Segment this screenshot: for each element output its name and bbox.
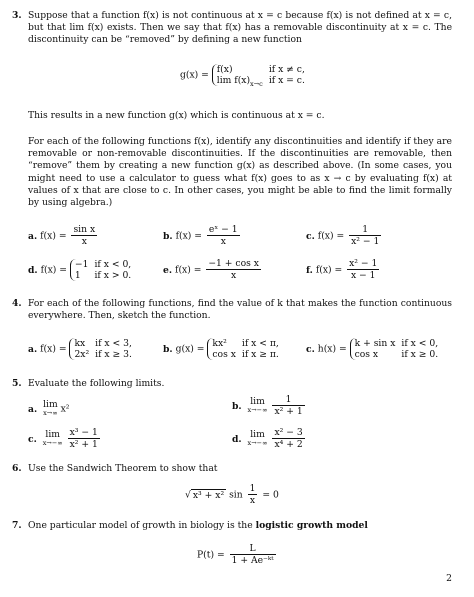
problem-5a: a. lim x→∞ x² bbox=[28, 399, 70, 417]
fraction: $\frac{\text{eˣ − 1}}{x}$ bbox=[208, 224, 238, 247]
fraction: $\frac{\text{−1 + cos x}}{x}$ bbox=[208, 258, 259, 281]
fraction: $\frac{\text{sin x}}{x}$ bbox=[73, 224, 96, 247]
problem-4b: b. g(x) = kx² if x < π, cos x if x ≥ π. bbox=[163, 338, 285, 360]
problem-3b: b. f(x) = $\frac{\text{eˣ − 1}}{x}$ bbox=[163, 224, 238, 247]
g-cases bbox=[212, 64, 311, 86]
problem-3a: a. f(x) = $\frac{\text{sin x}}{x}$ bbox=[28, 224, 96, 247]
problem-3c: c. f(x) = $\frac{1}{\text{x² − 1}}$ bbox=[306, 224, 380, 247]
problem-3-intro bbox=[28, 10, 452, 47]
problem-3-result: This results in a new function g(x) which is continuous at x = c. bbox=[28, 110, 325, 121]
problem-5d: d. lim x→−∞ $\frac{\text{x² − 3}}{\text{x⁴ + 2}}$ bbox=[232, 427, 303, 450]
problem-5c: c. lim x→−∞ $\frac{\text{x³ − 1}}{\text{x² + 1}}$ bbox=[28, 427, 98, 450]
g-definition bbox=[180, 64, 311, 86]
problem-3 bbox=[12, 10, 452, 47]
case1-value: f(x) bbox=[216, 64, 233, 75]
problem-3f: f. f(x) = $\frac{\text{x² − 1}}{x - 1}$ bbox=[306, 258, 378, 281]
problem-3e: e. f(x) = $\frac{\text{−1 + cos x}}{x}$ bbox=[163, 258, 259, 281]
logistic-equation: P(t) = $\frac{L}{\text{1 + Ae⁻ᵏᵗ}}$ bbox=[197, 543, 274, 566]
case2-value: $\lim f(x)_{x\to c}$ bbox=[216, 75, 263, 88]
case1-condition: if x ≠ c, bbox=[268, 64, 305, 75]
problem-5b: b. lim x→−∞ $\frac{1}{\text{x² + 1}}$ bbox=[232, 394, 303, 417]
problem-4a: a. f(x) = kx if x < 3, 2x² if x ≥ 3. bbox=[28, 338, 138, 360]
problem-number: 3. bbox=[12, 10, 22, 21]
page-number: 2 bbox=[446, 572, 452, 584]
fraction: $\frac{1}{\text{x² − 1}}$ bbox=[351, 224, 380, 247]
cases: −1 if x < 0, 1 if x > 0. bbox=[70, 259, 137, 281]
intro-text: Suppose that a function f(x) is not continuous at x = c because f(x) is not defined at x = c, but that lim f(x) exists. Then we say that f(x) has a removable discontinuity at x = c. The discontinuity can be “removed” by defining a new function bbox=[28, 10, 452, 46]
fraction: $\frac{\text{x² − 1}}{x - 1}$ bbox=[349, 258, 378, 281]
sandwich-equation: √ x³ + x² sin $\frac{1}{x}$ = 0 bbox=[185, 483, 279, 506]
case2-condition: if x = c. bbox=[268, 75, 305, 86]
problem-4: 4. For each of the following functions, find the value of k that makes the function continuous everywhere. Then, sketch the function. bbox=[12, 298, 452, 322]
problem-4c: c. h(x) = k + sin x if x < 0, cos x if x ≥ 0. bbox=[306, 338, 444, 360]
problem-3-instructions: For each of the following functions f(x), identify any discontinuities and identify if they are removable or non-removable discontinuities. If the discontinuities are removable, then “remove” them by creating a new function g(x) as described above. (In some cases, you might need to use a calculator to guess what f(x) goes to as x → c by evaluating f(x) at values of x that are close to c. In other cases, you might be able to find the limit formally by using algebra.) bbox=[28, 136, 452, 209]
problem-3d: d. f(x) = −1 if x < 0, 1 if x > 0. bbox=[28, 259, 137, 281]
problem-6: 6. Use the Sandwich Theorem to show that bbox=[12, 463, 218, 474]
problem-7: 7. One particular model of growth in biology is the logistic growth model bbox=[12, 520, 368, 531]
g-lhs: g(x) = bbox=[180, 69, 209, 81]
problem-5: 5. Evaluate the following limits. bbox=[12, 378, 165, 389]
